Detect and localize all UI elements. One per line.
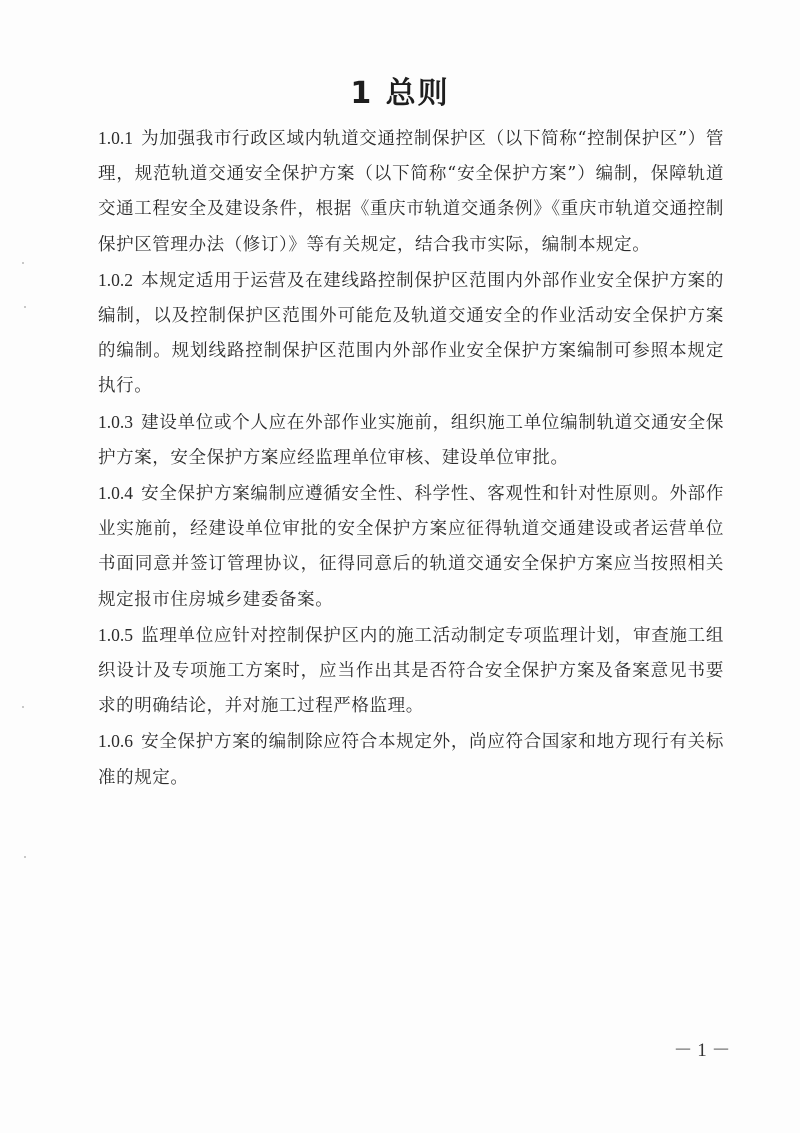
clause-number: 1.0.1 — [98, 128, 133, 148]
scan-speck — [22, 262, 24, 264]
clause-text: 安全保护方案的编制除应符合本规定外，尚应符合国家和地方现行有关标准的规定。 — [98, 732, 724, 788]
scan-speck — [24, 306, 26, 308]
clause-text: 监理单位应针对控制保护区内的施工活动制定专项监理计划，审查施工组织设计及专项施工方案时，应当作出其是否符合安全保护方案及备案意见书要求的明确结论，并对施工过程严格监理。 — [98, 625, 724, 717]
clause-1-0-5 — [98, 618, 724, 725]
scan-speck — [22, 706, 24, 708]
clause-number: 1.0.6 — [98, 731, 133, 752]
chapter-title: 1 总则 — [350, 76, 450, 111]
page-number: － 1 － — [673, 1040, 731, 1061]
scan-speck — [24, 856, 26, 858]
clause-1-0-1 — [98, 121, 724, 263]
clause-text: 本规定适用于运营及在建线路控制保护区范围内外部作业安全保护方案的编制，以及控制保护区范围外可能危及轨道交通安全的作业活动安全保护方案的编制。规划线路控制保护区范围内外部作业安全保护方案编制可参照本规定执行。 — [98, 270, 724, 397]
clause-1-0-4 — [98, 476, 724, 618]
clause-text: 安全保护方案编制应遵循安全性、科学性、客观性和针对性原则。外部作业实施前，经建设单位审批的安全保护方案应征得轨道交通建设或者运营单位书面同意并签订管理协议，征得同意后的轨道交通安全保护方案应当按照相关规定报市住房城乡建委备案。 — [98, 484, 724, 610]
clause-text: 为加强我市行政区域内轨道交通控制保护区（以下简称“控制保护区”）管理，规范轨道交通安全保护方案（以下简称“安全保护方案”）编制，保障轨道交通工程安全及建设条件，根据《重庆市轨道交通条例》《重庆市轨道交通控制保护区管理办法（修订）》等有关规定，结合我市实际，编制本规定。 — [98, 129, 724, 255]
clause-1-0-2 — [98, 263, 724, 405]
clause-number: 1.0.4 — [98, 483, 133, 504]
clause-1-0-6 — [98, 724, 724, 795]
clause-number: 1.0.2 — [98, 269, 133, 290]
chapter-body — [98, 121, 724, 796]
clause-number: 1.0.3 — [98, 411, 133, 432]
clause-number: 1.0.5 — [98, 624, 133, 645]
clause-1-0-3 — [98, 405, 724, 476]
clause-text: 建设单位或个人应在外部作业实施前，组织施工单位编制轨道交通安全保护方案，安全保护方案应经监理单位审核、建设单位审批。 — [98, 412, 724, 468]
